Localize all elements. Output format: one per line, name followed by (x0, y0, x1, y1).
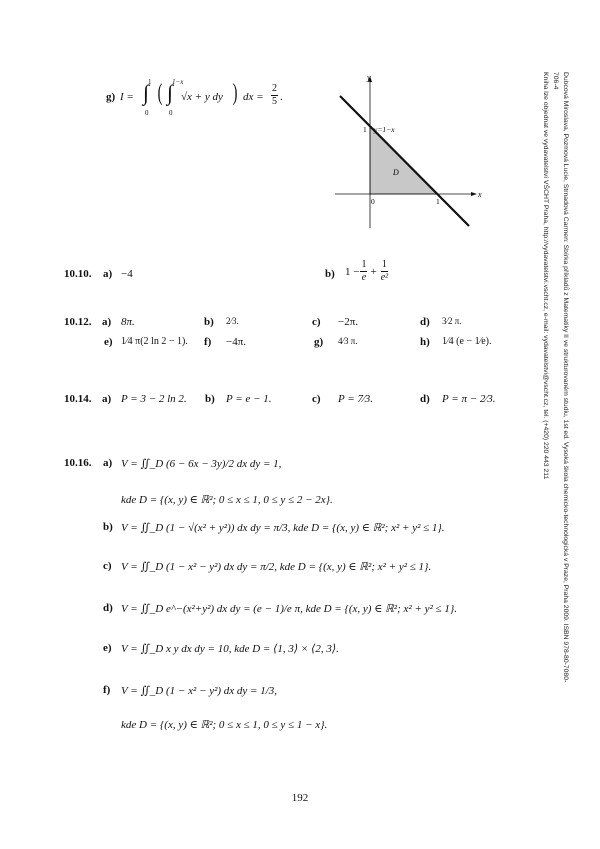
answer-label: d) (420, 316, 430, 328)
integrand: √x + y dy (181, 91, 223, 103)
line-y-1-x (340, 96, 469, 226)
answer-label: d) (420, 393, 430, 405)
citation-sidebar (540, 72, 570, 692)
answer-a-value: −4 (121, 268, 133, 280)
region-label: D (393, 168, 399, 177)
answer-label: f) (204, 336, 212, 348)
problem-10-10 (64, 259, 444, 289)
outer-upper-limit: 1 (148, 78, 152, 86)
answer-a-label: a) (103, 268, 113, 280)
answer-label: d) (103, 602, 113, 614)
answer-c-formula: V = ∬_D (1 − x² − y²) dx dy = π/2, kde D = {(x, y) ∈ ℝ²; x² + y² ≤ 1}. (121, 561, 432, 573)
answer-value: P = 7⁄3. (338, 393, 374, 405)
answer-value: P = e − 1. (226, 393, 272, 405)
y-axis-label: y (367, 73, 371, 82)
answer-label: c) (312, 316, 321, 328)
citation-line-1: Dubcová Miroslava, Pozmová Lucie, Strnadová Carmen: Sbírka příkladů z Matematiky II ve strukturovaném studiu, 1st ed. Vysoká škola chemicko-technologická v Praze, Praha 2009. ISBN 978-80-7080-706-4 (552, 72, 569, 683)
right-paren: ) (232, 80, 238, 106)
answer-e-formula: V = ∬_D x y dx dy = 10, kde D = ⟨1, 3⟩ × ⟨2, 3⟩. (121, 643, 339, 655)
inner-upper-limit: 1−x (172, 78, 184, 86)
problem-number: 10.16. (64, 457, 92, 469)
answer-value: 2⁄3. (226, 316, 239, 326)
answer-f-formula: V = ∬_D (1 − x² − y²) dx dy = 1/3, (121, 685, 278, 697)
answer-value: 1⁄4 (e − 1⁄e). (442, 336, 492, 347)
problem-label: g) (106, 91, 116, 103)
answer-label: c) (103, 560, 112, 572)
answer-label: h) (420, 336, 430, 348)
integral-lead: I = (120, 91, 134, 103)
problem-10-14 (64, 393, 504, 413)
answer-label: b) (205, 393, 215, 405)
problem-number: 10.10. (64, 268, 92, 280)
answer-b-formula: V = ∬_D (1 − √(x² + y²)) dx dy = π/3, kde D = {(x, y) ∈ ℝ²; x² + y² ≤ 1}. (121, 522, 445, 534)
answer-label: g) (314, 336, 324, 348)
answer-label: f) (103, 684, 111, 696)
citation-line-2: Kniha lze objednat ve vydavatelství VŠCHT Praha, http://vydavatelstvi.vscht.cz, e-mail: vydavatelstvi@vscht.cz, tel. (+420) 220 443 211 (542, 72, 549, 480)
answer-b-value: 1 − $\frac{1}{e}$ + $\frac{1}{\text{e²}}$ (345, 259, 389, 283)
answer-label: a) (102, 316, 112, 328)
answer-d-formula: V = ∬_D e^−(x²+y²) dx dy = (e − 1)/e π, kde D = {(x, y) ∈ ℝ²; x² + y² ≤ 1}. (121, 603, 457, 615)
answer-a-domain: kde D = {(x, y) ∈ ℝ²; 0 ≤ x ≤ 1, 0 ≤ y ≤ 2 − 2x}. (121, 494, 333, 506)
origin-label: 0 (371, 197, 375, 206)
page-number: 192 (291, 792, 309, 804)
problem-10-16 (64, 447, 504, 767)
answer-b-label: b) (325, 268, 335, 280)
problem-10-12 (64, 316, 504, 356)
answer-value: P = 3 − 2 ln 2. (121, 393, 187, 405)
answer-label: b) (103, 521, 113, 533)
result-fraction: $\frac{2}{5}$ (272, 83, 277, 107)
integral-tail: dx = (243, 91, 264, 103)
line-label: y=1−x (374, 125, 395, 134)
outer-lower-limit: 0 (145, 109, 149, 117)
problem-number: 10.12. (64, 316, 92, 328)
region-figure (325, 70, 485, 235)
inner-integral-sign: ∫ (167, 80, 174, 105)
answer-value: −2π. (338, 316, 359, 328)
problem-number: 10.14. (64, 393, 92, 405)
answer-label: e) (104, 336, 113, 348)
tick-label-y1: 1 (363, 125, 367, 134)
answer-value: −4π. (226, 336, 247, 348)
answer-label: a) (102, 393, 112, 405)
answer-value: 4⁄3 π. (338, 336, 358, 346)
answer-label: b) (204, 316, 214, 328)
answer-value: 8π. (121, 316, 135, 328)
answer-value: 3⁄2 π. (442, 316, 462, 326)
left-paren: ( (157, 80, 163, 106)
answer-label: c) (312, 393, 321, 405)
answer-value: P = π − 2⁄3. (442, 393, 496, 405)
answer-value: 1⁄4 π(2 ln 2 − 1). (121, 336, 188, 347)
outer-integral-sign: ∫ (143, 80, 150, 105)
answer-a-formula: V = ∬_D (6 − 6x − 3y)/2 dx dy = 1, (121, 458, 282, 470)
inner-lower-limit: 0 (169, 109, 173, 117)
x-axis-arrow (471, 192, 477, 196)
tick-label-x1: 1 (436, 197, 440, 206)
answer-label: a) (103, 457, 113, 469)
answer-label: e) (103, 642, 112, 654)
x-axis-label: x (478, 190, 482, 199)
answer-f-domain: kde D = {(x, y) ∈ ℝ²; 0 ≤ x ≤ 1, 0 ≤ y ≤ 1 − x}. (121, 719, 328, 731)
